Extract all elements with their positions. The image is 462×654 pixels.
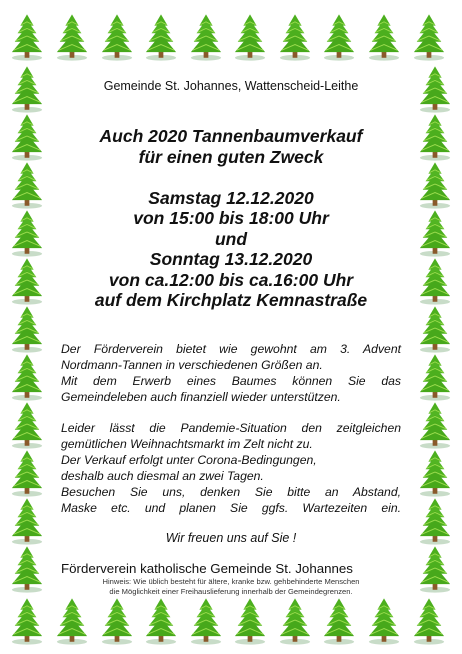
paragraph-1-line-3: Mit dem Erwerb eines Baumes können Sie das [61,374,401,388]
note-line-1: Hinweis: Wie üblich besteht für ältere, kranke bzw. gehbehinderte Menschen [102,577,360,586]
closing-line: Wir freuen uns auf Sie ! [165,531,297,545]
schedule-sunday-time: von ca.12:00 bis ca.16:00 Uhr [108,270,354,290]
paragraph-1-line-4: Gemeindeleben auch finanziell wieder unterstützen. [61,390,341,404]
paragraph-1-line-1: Der Förderverein bietet wie gewohnt am 3. Advent [61,342,401,356]
schedule-saturday-date: Samstag 12.12.2020 [148,188,314,208]
paragraph-2-line-3: Der Verkauf erfolgt unter Corona-Bedingungen, [61,453,317,467]
note-line-2: die Möglichkeit einer Freihauslieferung innerhalb der Gemeindegrenzen. [109,587,353,596]
paragraph-2-line-4: deshalb auch diesmal an zwei Tagen. [61,469,264,483]
schedule-sunday-date: Sonntag 13.12.2020 [149,249,313,269]
paragraph-2-line-5: Besuchen Sie uns, denken Sie bitte an Abstand, [61,485,401,499]
signature: Förderverein katholische Gemeinde St. Johannes [61,561,353,576]
paragraph-2-line-6: Maske etc. und planen Sie ggfs. Wartezeiten ein. [61,501,401,515]
schedule-and: und [214,229,248,249]
paragraph-2-line-1: Leider lässt die Pandemie-Situation den zeitgleichen [61,421,401,435]
paragraph-1-line-2: Nordmann-Tannen in verschiedenen Größen an. [61,358,323,372]
paragraph-2-line-2: gemütlichen Weihnachtsmarkt im Zelt nicht zu. [61,437,313,451]
headline-line-1: Auch 2020 Tannenbaumverkauf [99,126,363,146]
organization-heading: Gemeinde St. Johannes, Wattenscheid-Leithe [103,79,359,93]
schedule-location: auf dem Kirchplatz Kemnastraße [94,290,368,310]
schedule-saturday-time: von 15:00 bis 18:00 Uhr [133,208,329,228]
headline-line-2: für einen guten Zweck [138,147,324,167]
